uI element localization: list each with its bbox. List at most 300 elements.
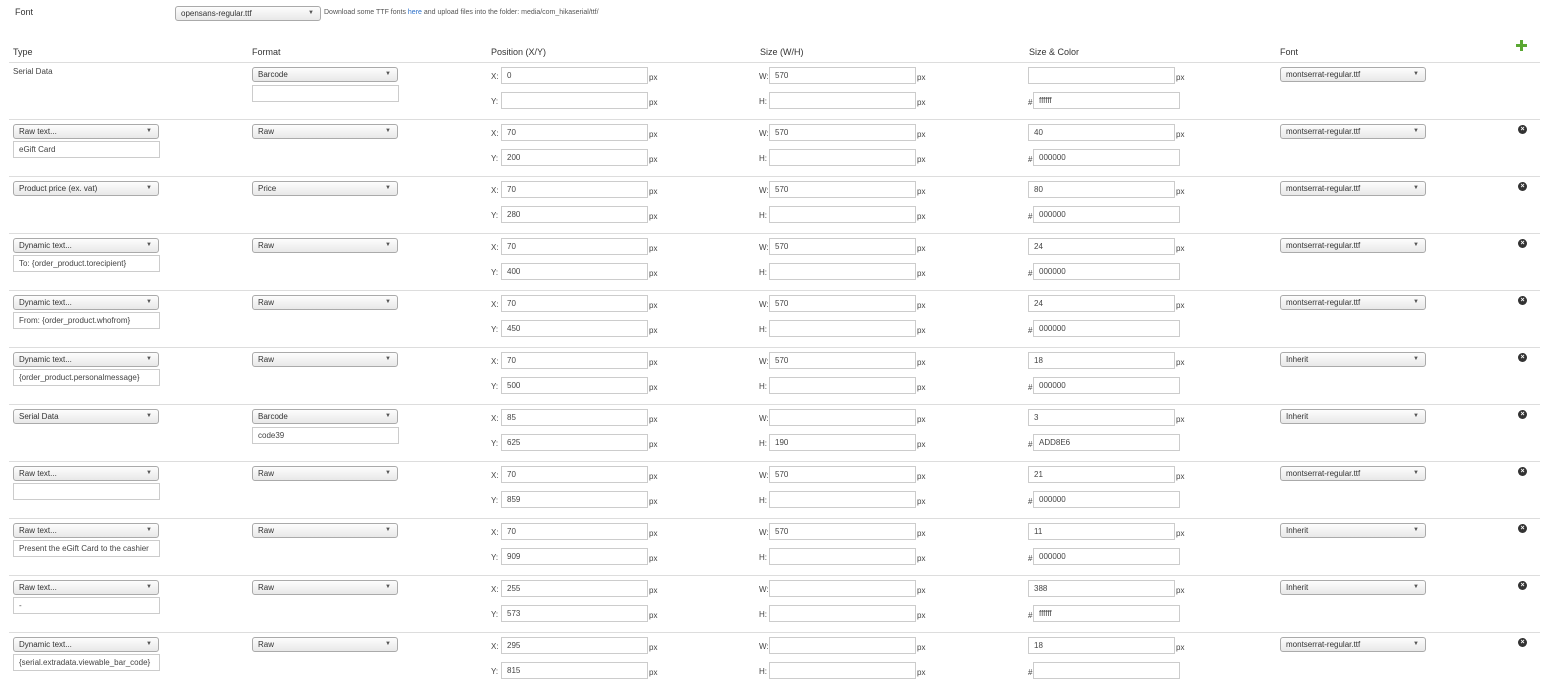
remove-circle-icon[interactable]: × [1518,638,1527,647]
px-label: px [649,529,658,538]
w-label: W: [759,243,769,252]
x-label: X: [491,642,499,651]
caret-down-icon: ▼ [146,641,152,647]
caret-down-icon: ▼ [1413,584,1419,590]
x-input[interactable]: 70 [501,352,648,369]
font-select[interactable] [1280,637,1426,652]
type-select[interactable] [13,238,159,253]
x-input[interactable]: 0 [501,67,648,84]
font-size-input[interactable]: 24 [1028,295,1175,312]
px-label: px [917,415,926,424]
caret-down-icon: ▼ [1413,356,1419,362]
h-input[interactable] [769,491,916,508]
h-input[interactable]: 190 [769,434,916,451]
caret-down-icon: ▼ [385,299,391,305]
px-label: px [917,668,926,677]
hash-label: # [1028,98,1033,107]
format-select-value: Raw [258,583,275,592]
x-label: X: [491,186,499,195]
font-select[interactable] [1280,523,1426,538]
x-label: X: [491,243,499,252]
px-label: px [917,130,926,139]
row-divider [9,575,1540,576]
x-input[interactable]: 255 [501,580,648,597]
h-label: H: [759,97,767,106]
y-input[interactable]: 450 [501,320,648,337]
px-label: px [649,155,658,164]
w-input[interactable]: 570 [769,295,916,312]
header-divider [9,62,1540,63]
px-label: px [649,301,658,310]
px-label: px [917,529,926,538]
px-label: px [917,497,926,506]
global-font-select-value: opensans-regular.ttf [181,9,252,18]
caret-down-icon: ▼ [1413,527,1419,533]
type-value-input[interactable] [13,483,160,500]
px-label: px [649,244,658,253]
remove-circle-icon[interactable]: × [1518,296,1527,305]
row-divider [9,404,1540,405]
color-input[interactable] [1033,662,1180,679]
caret-down-icon: ▼ [146,356,152,362]
font-select[interactable] [1280,295,1426,310]
x-input[interactable]: 70 [501,295,648,312]
px-label: px [649,98,658,107]
font-select[interactable] [1280,580,1426,595]
caret-down-icon: ▼ [1413,128,1419,134]
px-label: px [1176,586,1185,595]
color-input[interactable]: ffffff [1033,92,1180,109]
color-input[interactable]: ffffff [1033,605,1180,622]
h-input[interactable] [769,149,916,166]
font-select-value: Inherit [1286,412,1309,421]
h-label: H: [759,496,767,505]
px-label: px [1176,472,1185,481]
row-divider [9,233,1540,234]
px-label: px [649,554,658,563]
hash-label: # [1028,212,1033,221]
y-label: Y: [491,610,499,619]
px-label: px [917,643,926,652]
y-label: Y: [491,97,499,106]
px-label: px [917,187,926,196]
h-label: H: [759,610,767,619]
type-select-value: Raw text... [19,469,57,478]
format-select-value: Barcode [258,412,288,421]
font-size-input[interactable]: 21 [1028,466,1175,483]
format-select-value: Raw [258,526,275,535]
format-select[interactable] [252,637,398,652]
px-label: px [917,244,926,253]
font-select-value: montserrat-regular.ttf [1286,469,1361,478]
w-input[interactable]: 570 [769,466,916,483]
type-value-input[interactable]: From: {order_product.whofrom} [13,312,160,329]
px-label: px [649,187,658,196]
font-size-input[interactable]: 40 [1028,124,1175,141]
type-select-value: Product price (ex. vat) [19,184,98,193]
px-label: px [649,358,658,367]
row-divider [9,347,1540,348]
color-input[interactable]: 000000 [1033,206,1180,223]
format-select-value: Barcode [258,70,288,79]
px-label: px [1176,130,1185,139]
header-size: Size (W/H) [760,47,804,57]
header-size-color: Size & Color [1029,47,1080,57]
type-value-input[interactable]: Present the eGift Card to the cashier [13,540,160,557]
px-label: px [917,472,926,481]
font-select-value: montserrat-regular.ttf [1286,640,1361,649]
font-download-link[interactable]: here [407,9,422,16]
px-label: px [649,383,658,392]
hash-label: # [1028,497,1033,506]
remove-circle-icon[interactable]: × [1518,353,1527,362]
format-select[interactable] [252,238,398,253]
w-label: W: [759,72,769,81]
px-label: px [649,668,658,677]
type-select[interactable] [13,523,159,538]
y-input[interactable]: 500 [501,377,648,394]
row-divider [9,119,1540,120]
format-select[interactable] [252,580,398,595]
y-input[interactable]: 909 [501,548,648,565]
format-select[interactable] [252,523,398,538]
font-select[interactable] [1280,124,1426,139]
w-label: W: [759,528,769,537]
h-input[interactable] [769,263,916,280]
h-label: H: [759,439,767,448]
caret-down-icon: ▼ [308,10,314,16]
y-input[interactable]: 280 [501,206,648,223]
type-select[interactable] [13,295,159,310]
px-label: px [1176,529,1185,538]
h-input[interactable] [769,548,916,565]
y-input[interactable]: 400 [501,263,648,280]
header-font: Font [1280,47,1299,57]
type-select[interactable] [13,580,159,595]
caret-down-icon: ▼ [146,299,152,305]
h-label: H: [759,667,767,676]
w-label: W: [759,414,769,423]
format-value-input[interactable] [252,85,399,102]
format-select[interactable] [252,352,398,367]
caret-down-icon: ▼ [385,356,391,362]
header-format: Format [252,47,281,57]
px-label: px [1176,415,1185,424]
caret-down-icon: ▼ [385,71,391,77]
h-input[interactable] [769,605,916,622]
format-select[interactable] [252,124,398,139]
caret-down-icon: ▼ [385,527,391,533]
caret-down-icon: ▼ [385,470,391,476]
px-label: px [1176,73,1185,82]
type-select-value: Dynamic text... [19,355,72,364]
h-label: H: [759,325,767,334]
hash-label: # [1028,326,1033,335]
format-select[interactable] [252,295,398,310]
color-input[interactable]: 000000 [1033,263,1180,280]
font-select-value: Inherit [1286,526,1309,535]
x-label: X: [491,357,499,366]
w-input[interactable] [769,580,916,597]
hash-label: # [1028,155,1033,164]
type-select[interactable] [13,352,159,367]
x-label: X: [491,129,499,138]
px-label: px [917,554,926,563]
font-select-value: Inherit [1286,583,1309,592]
caret-down-icon: ▼ [1413,71,1419,77]
color-input[interactable]: 000000 [1033,491,1180,508]
format-select[interactable] [252,181,398,196]
x-input[interactable]: 70 [501,523,648,540]
format-select-value: Raw [258,469,275,478]
h-label: H: [759,382,767,391]
x-input[interactable]: 70 [501,238,648,255]
y-label: Y: [491,268,499,277]
type-value-input[interactable]: {serial.extradata.viewable_bar_code} [13,654,160,671]
y-label: Y: [491,553,499,562]
type-value-input[interactable]: eGift Card [13,141,160,158]
caret-down-icon: ▼ [146,128,152,134]
h-label: H: [759,154,767,163]
h-label: H: [759,268,767,277]
y-label: Y: [491,325,499,334]
type-static-text: Serial Data [13,67,53,76]
y-input[interactable]: 859 [501,491,648,508]
caret-down-icon: ▼ [146,242,152,248]
y-input[interactable]: 200 [501,149,648,166]
hash-label: # [1028,554,1033,563]
h-input[interactable] [769,377,916,394]
color-input[interactable]: 000000 [1033,548,1180,565]
font-select[interactable] [1280,466,1426,481]
w-input[interactable]: 570 [769,67,916,84]
font-select[interactable] [1280,67,1426,82]
px-label: px [1176,643,1185,652]
type-select[interactable] [13,409,159,424]
format-select-value: Raw [258,640,275,649]
y-input[interactable]: 625 [501,434,648,451]
font-download-note [324,9,599,16]
x-input[interactable]: 85 [501,409,648,426]
x-label: X: [491,471,499,480]
font-size-input[interactable]: 18 [1028,637,1175,654]
format-select-value: Raw [258,127,275,136]
font-size-input[interactable]: 388 [1028,580,1175,597]
hash-label: # [1028,440,1033,449]
w-label: W: [759,129,769,138]
px-label: px [917,155,926,164]
px-label: px [917,383,926,392]
x-input[interactable]: 295 [501,637,648,654]
hash-label: # [1028,668,1033,677]
type-select-value: Serial Data [19,412,59,421]
type-select[interactable] [13,124,159,139]
type-select[interactable] [13,637,159,652]
px-label: px [649,326,658,335]
font-note-after: and upload files into the folder: media/com_hikaserial/ttf/ [421,9,599,16]
caret-down-icon: ▼ [1413,470,1419,476]
x-label: X: [491,528,499,537]
format-select-value: Price [258,184,277,193]
caret-down-icon: ▼ [385,185,391,191]
px-label: px [1176,244,1185,253]
w-input[interactable]: 570 [769,352,916,369]
global-font-select[interactable] [175,6,321,21]
caret-down-icon: ▼ [1413,413,1419,419]
caret-down-icon: ▼ [1413,299,1419,305]
w-input[interactable]: 570 [769,238,916,255]
hash-label: # [1028,383,1033,392]
caret-down-icon: ▼ [1413,242,1419,248]
h-label: H: [759,553,767,562]
format-select[interactable] [252,67,398,82]
font-select[interactable] [1280,238,1426,253]
font-select-value: montserrat-regular.ttf [1286,241,1361,250]
remove-circle-icon[interactable]: × [1518,182,1527,191]
w-input[interactable] [769,409,916,426]
type-value-input[interactable]: {order_product.personalmessage} [13,369,160,386]
px-label: px [917,98,926,107]
type-select-value: Dynamic text... [19,640,72,649]
remove-circle-icon[interactable]: × [1518,581,1527,590]
type-select[interactable] [13,466,159,481]
caret-down-icon: ▼ [146,185,152,191]
x-label: X: [491,414,499,423]
caret-down-icon: ▼ [146,527,152,533]
w-label: W: [759,186,769,195]
remove-circle-icon[interactable]: × [1518,410,1527,419]
format-select[interactable] [252,409,398,424]
format-select-value: Raw [258,298,275,307]
caret-down-icon: ▼ [1413,641,1419,647]
font-size-input[interactable]: 80 [1028,181,1175,198]
x-input[interactable]: 70 [501,466,648,483]
x-input[interactable]: 70 [501,181,648,198]
color-input[interactable]: 000000 [1033,377,1180,394]
px-label: px [917,326,926,335]
px-label: px [917,586,926,595]
font-size-input[interactable] [1028,67,1175,84]
font-select[interactable] [1280,181,1426,196]
h-input[interactable] [769,206,916,223]
font-size-input[interactable]: 18 [1028,352,1175,369]
px-label: px [649,611,658,620]
h-input[interactable] [769,92,916,109]
px-label: px [1176,301,1185,310]
color-input[interactable]: ADD8E6 [1033,434,1180,451]
x-label: X: [491,300,499,309]
font-note-before: Download some TTF fonts [324,9,408,16]
remove-circle-icon[interactable]: × [1518,125,1527,134]
w-input[interactable]: 570 [769,181,916,198]
type-value-input[interactable]: To: {order_product.torecipient} [13,255,160,272]
remove-circle-icon[interactable]: × [1518,239,1527,248]
row-divider [9,632,1540,633]
font-size-input[interactable]: 24 [1028,238,1175,255]
w-label: W: [759,300,769,309]
px-label: px [649,73,658,82]
w-label: W: [759,585,769,594]
px-label: px [1176,358,1185,367]
y-label: Y: [491,667,499,676]
font-select-value: montserrat-regular.ttf [1286,184,1361,193]
color-input[interactable]: 000000 [1033,149,1180,166]
w-label: W: [759,471,769,480]
format-select-value: Raw [258,241,275,250]
plus-icon[interactable] [1516,40,1527,51]
h-input[interactable] [769,662,916,679]
px-label: px [649,472,658,481]
h-label: H: [759,211,767,220]
caret-down-icon: ▼ [385,128,391,134]
font-select[interactable] [1280,352,1426,367]
w-input[interactable]: 570 [769,523,916,540]
format-value-input[interactable]: code39 [252,427,399,444]
remove-circle-icon[interactable]: × [1518,524,1527,533]
px-label: px [917,358,926,367]
type-value-input[interactable]: - [13,597,160,614]
font-select-value: montserrat-regular.ttf [1286,70,1361,79]
y-input[interactable] [501,92,648,109]
px-label: px [649,440,658,449]
px-label: px [917,440,926,449]
x-input[interactable]: 70 [501,124,648,141]
w-label: W: [759,642,769,651]
type-select[interactable] [13,181,159,196]
caret-down-icon: ▼ [385,413,391,419]
row-divider [9,461,1540,462]
y-input[interactable]: 815 [501,662,648,679]
caret-down-icon: ▼ [146,470,152,476]
w-input[interactable]: 570 [769,124,916,141]
font-select[interactable] [1280,409,1426,424]
type-select-value: Raw text... [19,526,57,535]
y-label: Y: [491,154,499,163]
font-size-input[interactable]: 3 [1028,409,1175,426]
font-select-value: Inherit [1286,355,1309,364]
w-input[interactable] [769,637,916,654]
px-label: px [917,269,926,278]
font-select-value: montserrat-regular.ttf [1286,298,1361,307]
px-label: px [649,415,658,424]
type-select-value: Raw text... [19,583,57,592]
y-input[interactable]: 573 [501,605,648,622]
caret-down-icon: ▼ [146,584,152,590]
row-divider [9,518,1540,519]
format-select[interactable] [252,466,398,481]
w-label: W: [759,357,769,366]
y-label: Y: [491,382,499,391]
px-label: px [917,301,926,310]
px-label: px [649,212,658,221]
caret-down-icon: ▼ [1413,185,1419,191]
font-size-input[interactable]: 11 [1028,523,1175,540]
format-select-value: Raw [258,355,275,364]
h-input[interactable] [769,320,916,337]
color-input[interactable]: 000000 [1033,320,1180,337]
px-label: px [649,130,658,139]
caret-down-icon: ▼ [146,413,152,419]
remove-circle-icon[interactable]: × [1518,467,1527,476]
font-setting-label: Font [15,7,34,17]
y-label: Y: [491,439,499,448]
y-label: Y: [491,496,499,505]
caret-down-icon: ▼ [385,584,391,590]
x-label: X: [491,585,499,594]
row-divider [9,176,1540,177]
type-select-value: Dynamic text... [19,241,72,250]
row-divider [9,290,1540,291]
